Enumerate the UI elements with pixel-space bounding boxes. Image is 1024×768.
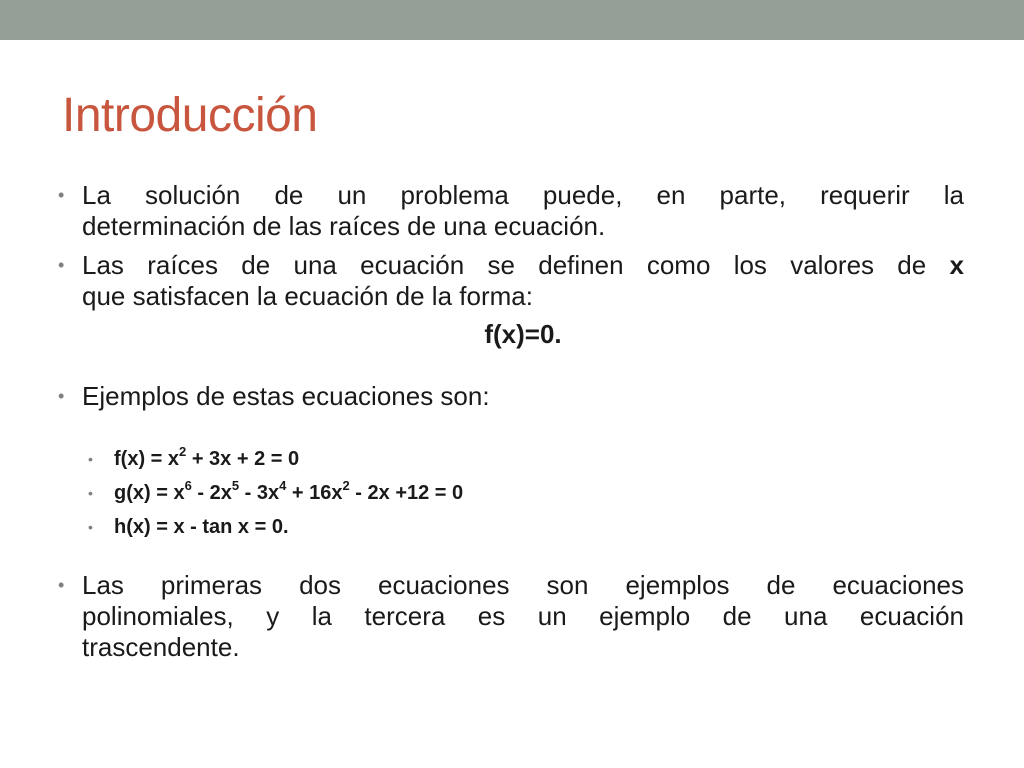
example-item-1 — [88, 442, 964, 476]
bullet-1-line-2: determinación de las raíces de una ecuación. — [82, 211, 606, 241]
bullet-4-line-2: polinomiales, y la tercera es un ejemplo de una ecuación — [82, 601, 964, 631]
bullet-dot-icon: • — [88, 485, 93, 501]
example-2-exponent: 4 — [279, 478, 287, 493]
bullet-dot-icon: • — [88, 519, 93, 535]
bullet-4-line-1: Las primeras dos ecuaciones son ejemplos de ecuaciones — [82, 570, 964, 600]
bullet-item-4 — [58, 570, 964, 663]
example-2-part: - 2x +12 = 0 — [349, 482, 464, 504]
bullet-2-line-1 — [82, 250, 964, 281]
bullet-2-line-1-text: Las raíces de una ecuación se definen como los valores de — [82, 250, 927, 280]
bullet-dot-icon: • — [58, 575, 65, 595]
bullet-1-line-1: La solución de un problema puede, en parte, requerir la — [82, 180, 964, 210]
bullet-4-line-3: trascendente. — [82, 632, 240, 662]
bullet-item-2 — [58, 250, 964, 312]
example-2-part: - 2x — [191, 482, 232, 504]
bullet-2-variable: x — [949, 250, 964, 280]
example-1-part: f(x) = x — [114, 448, 180, 470]
example-item-3 — [88, 510, 964, 544]
example-2-part: g(x) = x — [114, 482, 185, 504]
example-1-exponent: 2 — [179, 444, 187, 459]
example-1-part: + 3x + 2 = 0 — [186, 448, 300, 470]
slide-body — [58, 180, 964, 663]
top-accent-bar — [0, 0, 1024, 40]
example-2-exponent: 5 — [231, 478, 240, 493]
formula: f(x)=0. — [484, 319, 562, 349]
bullet-3-text: Ejemplos de estas ecuaciones son: — [82, 381, 490, 411]
bullet-dot-icon: • — [58, 255, 65, 275]
example-3-part: h(x) = x - tan x = 0. — [114, 516, 289, 538]
example-item-2 — [88, 476, 964, 510]
slide-title: Introducción — [62, 89, 318, 142]
bullet-2-line-2: que satisfacen la ecuación de la forma: — [82, 281, 533, 311]
example-2-exponent: 6 — [184, 478, 192, 493]
example-2-exponent: 2 — [342, 478, 350, 493]
bullet-dot-icon: • — [88, 451, 93, 467]
example-2-part: + 16x — [286, 482, 343, 504]
bullet-dot-icon: • — [58, 386, 65, 406]
bullet-item-3 — [58, 381, 964, 412]
bullet-item-1 — [58, 180, 964, 242]
example-2-part: - 3x — [239, 482, 280, 504]
bullet-dot-icon: • — [58, 185, 65, 205]
examples-list — [58, 442, 964, 544]
